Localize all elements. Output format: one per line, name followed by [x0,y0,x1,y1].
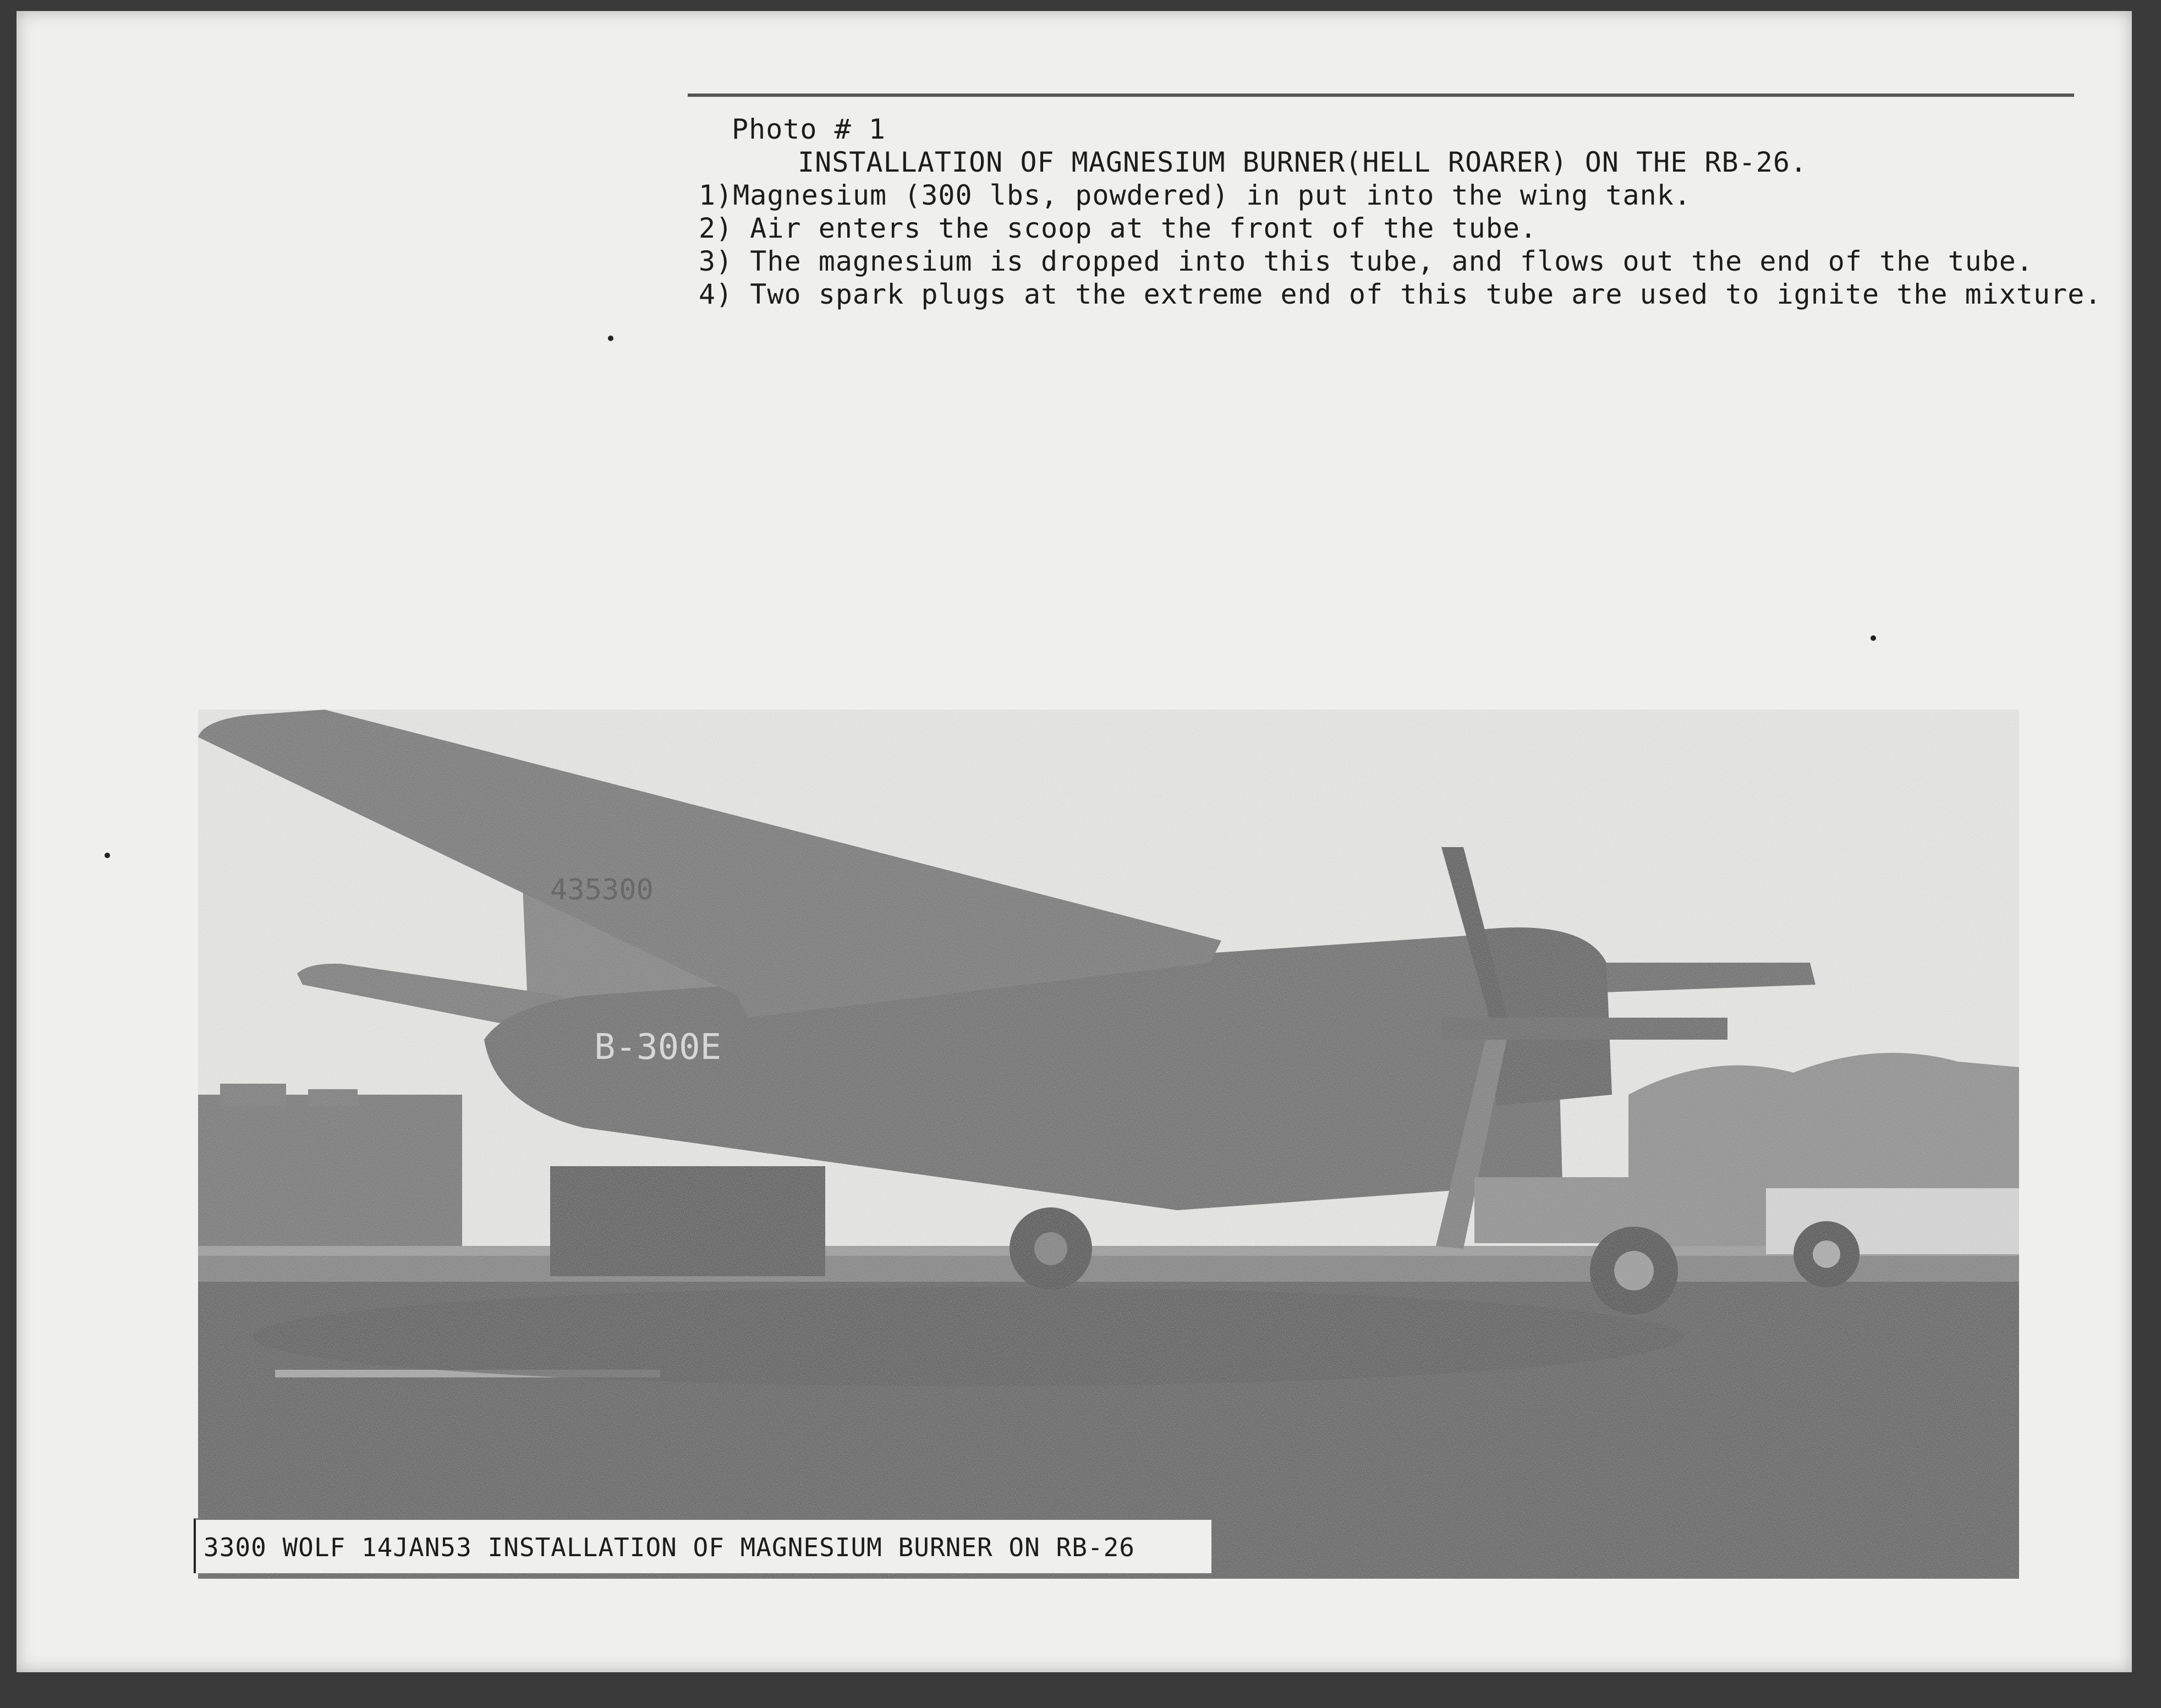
note-2: 2) Air enters the scoop at the front of the tube. [699,212,1538,244]
heading-block [699,113,2102,311]
aircraft-photo [198,710,2019,1579]
document-title: INSTALLATION OF MAGNESIUM BURNER(HELL ROARER) ON THE RB-26. [798,146,1808,178]
note-1: 1)Magnesium (300 lbs, powdered) in put into the wing tank. [699,179,1691,211]
speck [105,853,110,858]
note-4: 4) Two spark plugs at the extreme end of this tube are used to ignite the mixture. [699,278,2102,310]
photo-number: Photo # 1 [732,113,886,145]
tail-number: 435300 [550,874,654,907]
document-page [17,11,2132,1672]
speck [608,336,613,341]
speck [1871,635,1876,641]
photo-caption: 3300 WOLF 14JAN53 INSTALLATION OF MAGNESIUM BURNER ON RB-26 [194,1518,1211,1573]
note-3: 3) The magnesium is dropped into this tube, and flows out the end of the tube. [699,245,2033,277]
top-rule [688,94,2074,97]
fuselage-marking: B-300E [594,1027,722,1068]
aircraft-photo-image [198,710,2019,1579]
